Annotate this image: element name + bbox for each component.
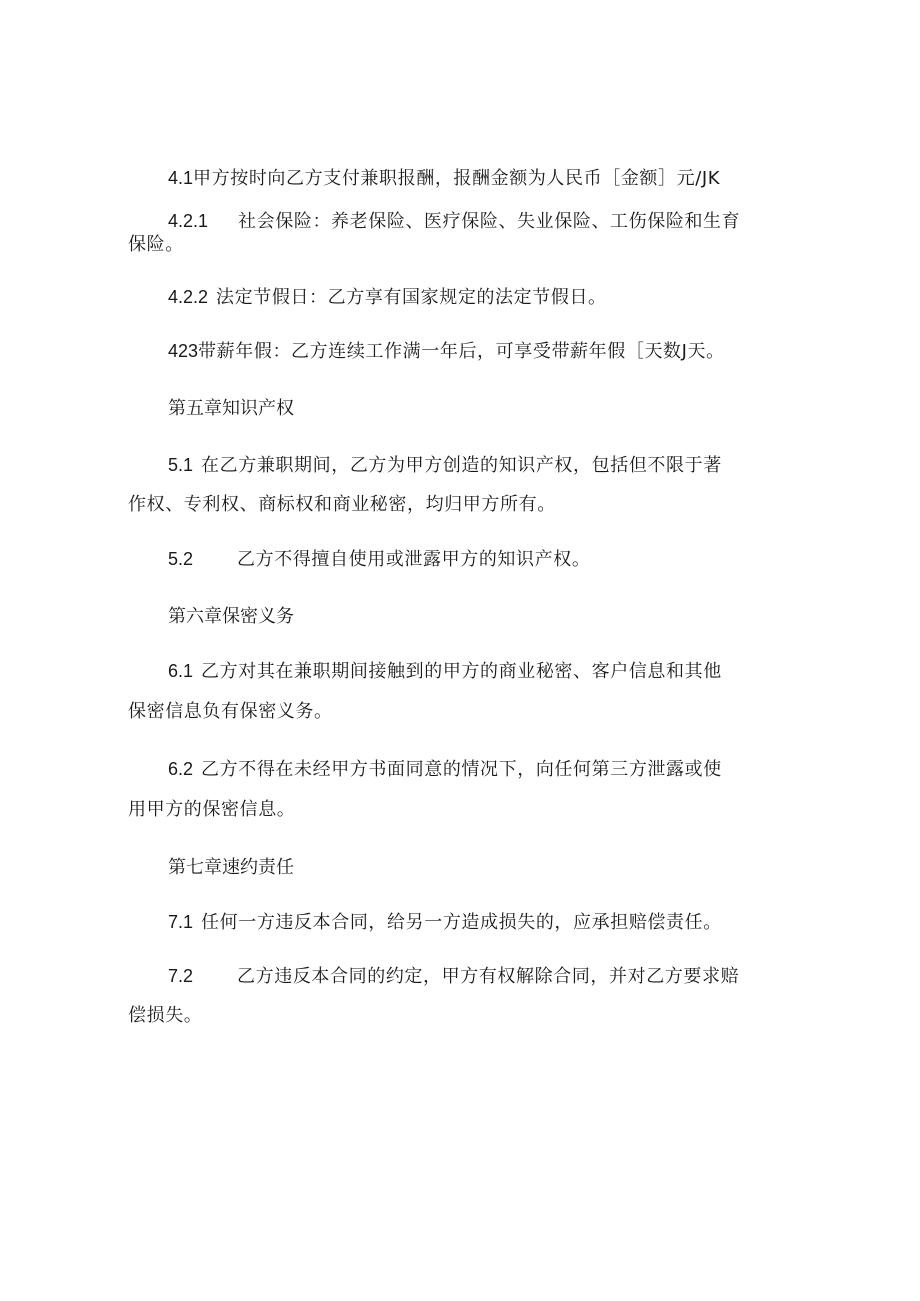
clause-number: 5.2 [168, 549, 194, 569]
clause-6-2-cont: 用甲方的保密信息。 [128, 799, 296, 820]
clause-number: 7.2 [168, 966, 194, 986]
clause-text: 乙方不得擅自使用或泄露甲方的知识产权。 [237, 549, 591, 570]
clause-5-1-cont: 作权、专利权、商标权和商业秘密，均归甲方所有。 [128, 494, 556, 515]
chapter-6-title: 第六章保密义务 [168, 606, 294, 627]
clause-4-2-3 [168, 339, 828, 364]
clause-4-2-1 [168, 209, 828, 234]
clause-text: 任何一方违反本合同，给另一方造成损失的，应承担赔偿责任。 [201, 912, 722, 933]
clause-7-1 [168, 910, 828, 935]
clause-5-2 [168, 547, 828, 572]
clause-number: 7.1 [168, 912, 194, 932]
clause-6-1-cont: 保密信息负有保密义务。 [128, 701, 333, 722]
clause-text: 乙方不得在未经甲方书面同意的情况下，向任何第三方泄露或使 [201, 759, 722, 780]
clause-text: 甲方按时向乙方支付兼职报酬，报酬金额为人民币［金额］元/JK [193, 168, 721, 189]
clause-text: 乙方违反本合同的约定，甲方有权解除合同，并对乙方要求赔 [237, 966, 740, 987]
clause-number: 4.2.1 [168, 211, 209, 231]
chapter-5-title: 第五章知识产权 [168, 398, 294, 419]
clause-6-1 [168, 659, 828, 684]
clause-7-2 [168, 964, 828, 989]
clause-4-1 [168, 166, 828, 191]
clause-text: 社会保险：养老保险、医疗保险、失业保险、工伤保险和生育 [238, 211, 741, 232]
clause-number: 6.2 [168, 759, 194, 779]
clause-text: 法定节假日：乙方享有国家规定的法定节假日。 [216, 287, 607, 308]
clause-5-1 [168, 453, 828, 478]
clause-number: 4.1 [168, 168, 194, 188]
chapter-7-title: 第七章速约责任 [168, 857, 294, 878]
clause-text: 在乙方兼职期间，乙方为甲方创造的知识产权，包括但不限于著 [201, 455, 722, 476]
clause-number: 423 [168, 341, 199, 361]
clause-text: 乙方对其在兼职期间接触到的甲方的商业秘密、客户信息和其他 [201, 661, 722, 682]
clause-number: 6.1 [168, 661, 194, 681]
clause-7-2-cont: 偿损失。 [128, 1005, 203, 1026]
clause-text: 带薪年假：乙方连续工作满一年后，可享受带薪年假［天数J天。 [198, 341, 725, 362]
clause-4-2-1-cont: 保险。 [128, 234, 184, 255]
clause-6-2 [168, 757, 828, 782]
clause-4-2-2 [168, 285, 828, 310]
clause-number: 5.1 [168, 455, 194, 475]
clause-number: 4.2.2 [168, 287, 209, 307]
